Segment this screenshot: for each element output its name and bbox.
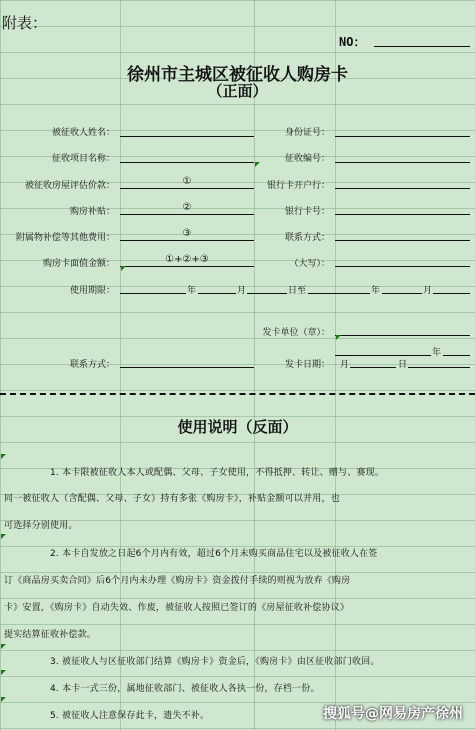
- instruction-line: 可选择分别使用。: [4, 521, 78, 531]
- issue-month-unit: 月: [340, 360, 350, 370]
- issue-month-field[interactable]: [350, 367, 396, 368]
- cell-marker: [1, 670, 6, 675]
- instruction-line: 同一被征收人（含配偶、父母、子女）持有多张《购房卡》，补贴金额可以并用，也: [4, 494, 340, 504]
- no-underline: [374, 46, 470, 47]
- cell-marker: [1, 454, 6, 459]
- contact-method-label: 联系方式：: [284, 233, 330, 243]
- cell-marker: [1, 644, 6, 649]
- no-label: NO：: [339, 35, 366, 49]
- cell-marker: [121, 266, 126, 271]
- bank-branch-field[interactable]: [335, 188, 470, 189]
- appraised-value-mark: ①: [182, 176, 192, 187]
- instruction-line: 卡》安置，《购房卡》自动失效、作废，被征收人按照已签订的《房屋征收补偿协议》: [4, 603, 350, 613]
- attachment-compensation-label: 附属物补偿等其他费用：: [15, 233, 115, 243]
- bank-branch-label: 银行卡开户行：: [266, 181, 330, 191]
- instruction-line: 1. 本卡限被征收人本人或配偶、父母、子女使用，不得抵押、转让、赠与、赛现。: [50, 468, 385, 478]
- validity-day-start-field[interactable]: [247, 293, 287, 294]
- issuer-label: 发卡单位（章）：: [262, 328, 330, 338]
- id-number-field[interactable]: [335, 136, 470, 137]
- bank-card-no-label: 银行卡号：: [284, 207, 330, 217]
- instruction-line: 订《商品房买卖合同》后6个月内未办理《购房卡》资金拨付手续的则视为放弃《购房: [4, 576, 351, 586]
- grid-column-line: [120, 0, 121, 730]
- purchase-subsidy-mark: ②: [182, 202, 192, 213]
- grid-column-line: [335, 0, 336, 730]
- cut-line-divider: [0, 393, 475, 395]
- contact-method-2-field[interactable]: [120, 367, 254, 368]
- attachment-label: 附表：: [2, 14, 48, 32]
- purchase-subsidy-field[interactable]: [120, 214, 254, 215]
- validity-year-start-unit: 年: [187, 286, 197, 296]
- cell-marker: [1, 697, 6, 702]
- cell-marker: [255, 162, 260, 167]
- purchase-subsidy-label: 购房补贴：: [69, 207, 115, 217]
- contact-method-field[interactable]: [335, 240, 470, 241]
- instruction-line: 2. 本卡自发放之日起6个月内有效，超过6个月未购买商品住宅以及被征收人在签: [50, 549, 378, 559]
- card-total-formula: ①+②+③: [165, 254, 209, 265]
- issuer-field[interactable]: [335, 335, 470, 336]
- appraised-value-field[interactable]: [120, 188, 254, 189]
- project-name-label: 征收项目名称：: [51, 154, 115, 164]
- issue-year-unit: 年: [432, 348, 442, 358]
- validity-month-start-unit: 月: [237, 286, 247, 296]
- expropriation-no-label: 征收编号：: [284, 154, 330, 164]
- card-total-field[interactable]: [120, 266, 254, 267]
- validity-to-label: 日至: [288, 286, 307, 296]
- capital-amount-label: （大写）：: [289, 259, 330, 269]
- validity-month-end-field[interactable]: [382, 293, 422, 294]
- displaced-name-label: 被征收人姓名：: [51, 128, 115, 138]
- instructions-title: 使用说明（反面）: [177, 418, 298, 436]
- validity-day-end-field[interactable]: [433, 293, 470, 294]
- appraised-value-label: 被征收房屋评估价款：: [24, 181, 115, 191]
- validity-label: 使用期限：: [69, 286, 115, 296]
- instruction-line: 5. 被征收人注意保存此卡，遗失不补。: [50, 711, 210, 721]
- contact-method-2-label: 联系方式：: [69, 360, 115, 370]
- instruction-line: 4. 本卡一式三份，属地征收部门、被征收人各执一份，存档一份。: [50, 684, 320, 694]
- validity-year-end-field[interactable]: [308, 293, 370, 294]
- validity-year-start-field[interactable]: [120, 293, 186, 294]
- grid-column-line: [254, 0, 255, 730]
- cell-marker: [336, 335, 341, 340]
- issue-day-unit: 日: [398, 360, 408, 370]
- issue-year-tail-field[interactable]: [443, 355, 470, 356]
- attachment-compensation-field[interactable]: [120, 240, 254, 241]
- cell-marker: [1, 534, 6, 539]
- validity-month-start-field[interactable]: [198, 293, 236, 294]
- card-title: 徐州市主城区被征收人购房卡: [127, 65, 348, 85]
- instruction-line: 3. 被征收人与区征收部门结算《购房卡》资金后，《购房卡》由区征收部门收回。: [50, 657, 380, 667]
- validity-month-end-unit: 月: [423, 286, 433, 296]
- card-subtitle: （正面）: [207, 82, 268, 100]
- expropriation-no-field[interactable]: [335, 162, 470, 163]
- id-number-label: 身份证号：: [284, 128, 330, 138]
- instruction-line: 提实结算征收补偿款。: [4, 630, 97, 640]
- capital-amount-field[interactable]: [335, 266, 470, 267]
- bank-card-no-field[interactable]: [335, 214, 470, 215]
- issue-year-field[interactable]: [335, 355, 431, 356]
- attachment-compensation-mark: ③: [182, 228, 192, 239]
- card-total-label: 购房卡面值金额：: [42, 259, 115, 269]
- validity-year-end-unit: 年: [371, 286, 381, 296]
- displaced-name-field[interactable]: [120, 136, 254, 137]
- issue-day-field[interactable]: [408, 367, 470, 368]
- watermark: 搜狐号@网易房产徐州: [323, 706, 463, 722]
- project-name-field[interactable]: [120, 162, 254, 163]
- issue-date-label: 发卡日期：: [284, 360, 330, 370]
